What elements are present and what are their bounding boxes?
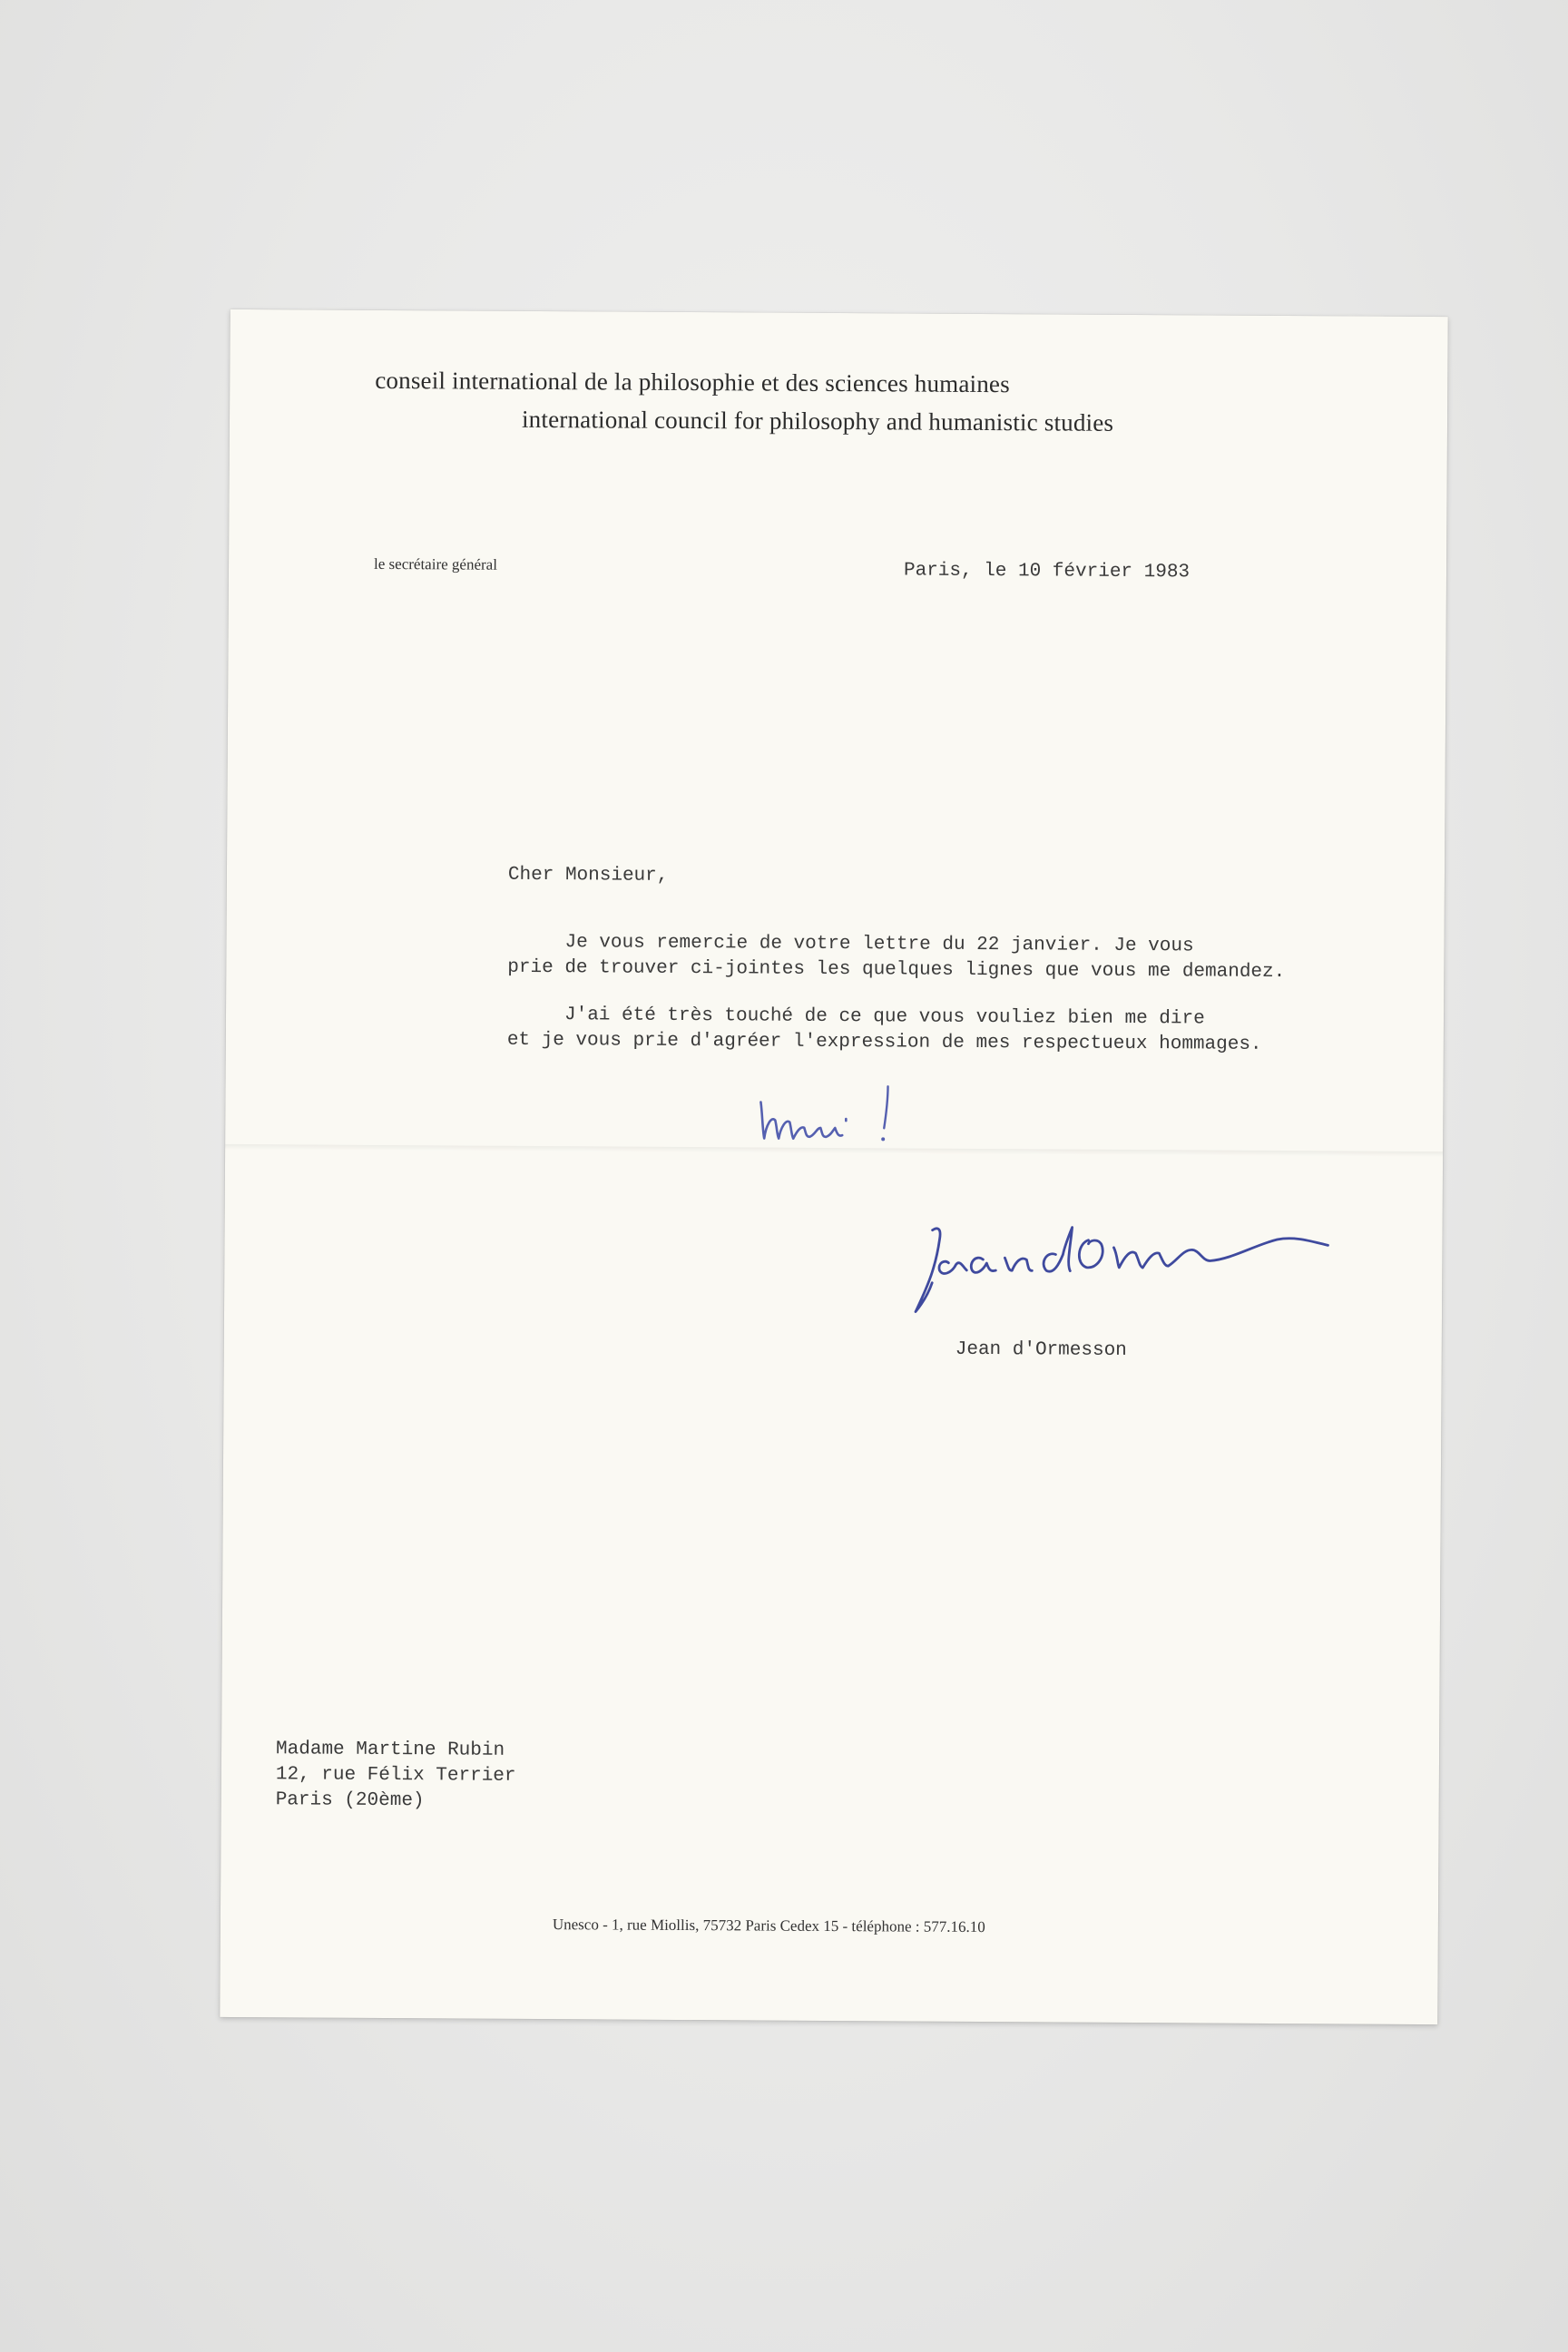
body-paragraph-2-line-1: J'ai été très touché de ce que vous vouliez bien me dire: [506, 1004, 1205, 1030]
letter-sheet: [220, 309, 1447, 2024]
typed-signatory-name: Jean d'Ormesson: [955, 1338, 1127, 1361]
salutation: Cher Monsieur,: [507, 864, 669, 887]
signature-jean-dormesson: [896, 1175, 1368, 1332]
recipient-name: Madame Martine Rubin: [275, 1739, 505, 1761]
letterhead-english: international council for philosophy and humanistic studies: [521, 405, 1114, 436]
body-paragraph-2-line-2: et je vous prie d'agréer l'expression de mes respectueux hommages.: [506, 1029, 1262, 1055]
letterhead-french: conseil international de la philosophie et des sciences humaines: [375, 366, 1010, 398]
date-line: Paris, le 10 février 1983: [903, 560, 1191, 583]
recipient-street: 12, rue Félix Terrier: [275, 1764, 516, 1787]
recipient-city: Paris (20ème): [275, 1789, 425, 1812]
sender-title: le secrétaire général: [373, 554, 498, 573]
body-paragraph-1-line-2: prie de trouver ci-jointes les quelques lignes que vous me demandez.: [507, 956, 1286, 984]
letterhead-footer: Unesco - 1, rue Miollis, 75732 Paris Cedex 15 - téléphone : 577.16.10: [552, 1916, 985, 1936]
handwritten-merci: [751, 1074, 925, 1157]
body-paragraph-1-line-1: Je vous remercie de votre lettre du 22 janvier. Je vous: [507, 931, 1194, 957]
